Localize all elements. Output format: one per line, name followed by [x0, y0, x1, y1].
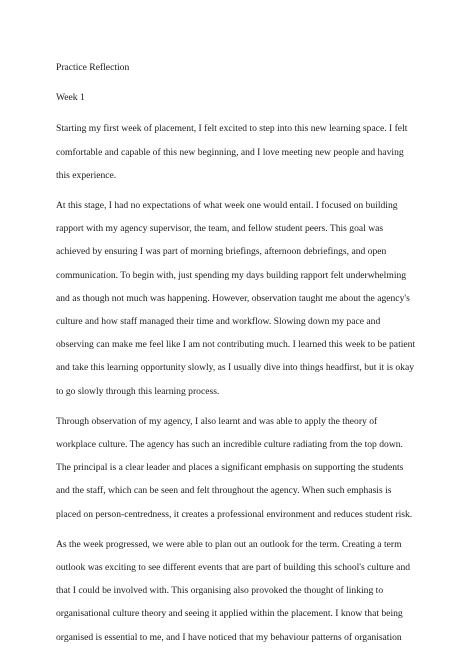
- paragraph-line: achieved by ensuring I was part of morning briefings, afternoon debriefings, and open: [56, 246, 387, 258]
- paragraph: [56, 194, 418, 403]
- paragraph-line: culture and how staff managed their time and workflow. Slowing down my pace and: [56, 316, 381, 328]
- paragraph-line: this experience.: [56, 169, 117, 181]
- paragraph-line: Starting my first week of placement, I felt excited to step into this new learning space. I felt: [56, 123, 408, 135]
- paragraph-line: and take this learning opportunity slowly, as I usually dive into things headfirst, but it is okay: [56, 362, 415, 374]
- paragraph-line: observing can make me feel like I am not contributing much. I learned this week to be patient: [56, 339, 416, 351]
- paragraph-line: and as though not much was happening. However, observation taught me about the agency's: [56, 292, 410, 304]
- paragraph-line: organised is essential to me, and I have noticed that my behaviour patterns of organisation: [56, 631, 402, 643]
- paragraph: [56, 410, 418, 526]
- paragraph-line: that I could be involved with. This organising also provoked the thought of linking to: [56, 585, 384, 597]
- document-body: [56, 117, 418, 648]
- paragraph-line: outlook was exciting to see different events that are part of building this school's culture and: [56, 562, 411, 574]
- week-heading: Week 1: [56, 92, 85, 104]
- paragraph-line: The principal is a clear leader and places a significant emphasis on supporting the students: [56, 462, 404, 474]
- paragraph: [56, 533, 418, 649]
- paragraph-line: and the staff, which can be seen and felt throughout the agency. When such emphasis is: [56, 485, 392, 497]
- paragraph-line: Through observation of my agency, I also learnt and was able to apply the theory of: [56, 415, 378, 427]
- paragraph-line: workplace culture. The agency has such an incredible culture radiating from the top down.: [56, 439, 403, 451]
- paragraph-line: communication. To begin with, just spending my days building rapport felt underwhelming: [56, 269, 407, 281]
- paragraph-line: placed on person-centredness, it creates a professional environment and reduces student risk.: [56, 508, 413, 520]
- paragraph-line: to go slowly through this learning process.: [56, 385, 220, 397]
- paragraph-line: At this stage, I had no expectations of what week one would entail. I focused on building: [56, 200, 398, 212]
- paragraph-line: organisational culture theory and seeing it applied within the placement. I know that being: [56, 608, 403, 620]
- paragraph-line: rapport with my agency supervisor, the team, and fellow student peers. This goal was: [56, 223, 384, 235]
- paragraph: [56, 117, 418, 187]
- paragraph-line: As the week progressed, we were able to plan out an outlook for the term. Creating a term: [56, 538, 402, 550]
- document-title: Practice Reflection: [56, 62, 130, 73]
- paragraph-line: comfortable and capable of this new beginning, and I love meeting new people and having: [56, 146, 404, 158]
